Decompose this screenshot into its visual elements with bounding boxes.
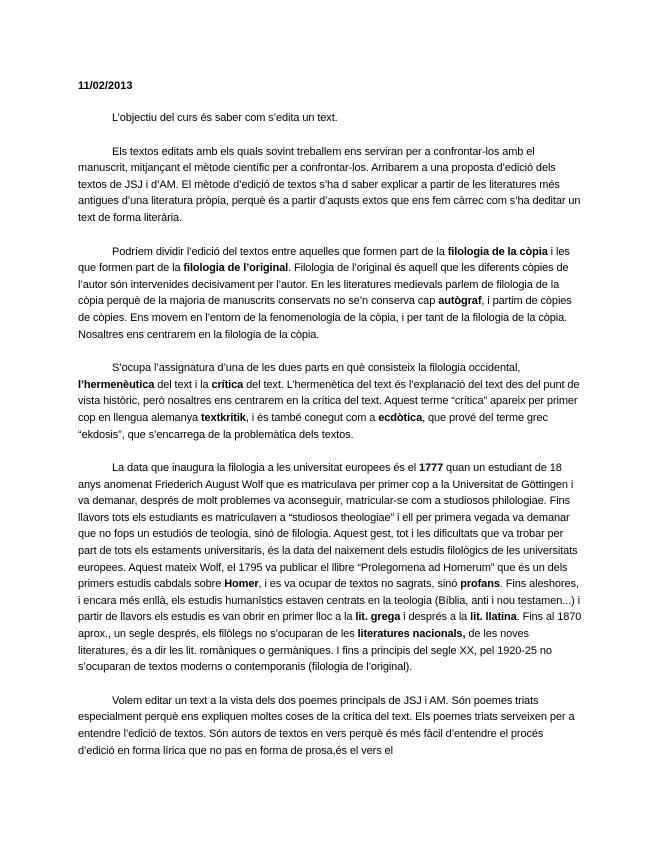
bold-term: filologia de l’original (183, 262, 289, 275)
paragraph-text: i les que formen part de la (78, 245, 570, 275)
paragraph-text: La data que inaugura la filologia a les universitat europees és el (112, 462, 420, 475)
paragraph-text: Els textos editats amb els quals sovint treballem ens serviran per a confrontar-los amb el manuscrit, mitjançant el mètode científic per a confrontar-los. Arribarem a una proposta d’edició dels textos de JSJ i d’AM. El mètode d’edició de textos s’ha d saber explicar a partir de les literatures més antigues d’una literatura pròpia, perquè és a partir d’aqusts extos que ens fem càrrec com s’ha deditar un text de forma literària. (78, 145, 581, 224)
bold-term: l’hermenèutica (78, 378, 155, 391)
paragraph-text: Podríem dividir l’edició del textos entre aquelles que formen part de la (112, 245, 448, 258)
bold-term: ecdòtica (378, 411, 423, 424)
bold-term: literatures nacionals, (357, 628, 466, 641)
paragraph-edited-texts (78, 144, 582, 227)
paragraph-text: , que prové del terme grec “ekdosis”, que s’encarrega de la problemàtica dels textos. (78, 411, 548, 441)
paragraph-hermeneutics (78, 360, 582, 443)
paragraph-text: S’ocupa l’assignatura d’una de les dues parts en què consisteix la filologia occidental, (112, 362, 521, 375)
paragraph-text: de les noves literatures, és a dir les lit. romàniques o germàniques. I fins a principis del segle XX, pel 1920-25 no s’ocuparan de textos moderns o contemporanis (filologia de l’original). (78, 628, 552, 674)
paragraph-text: . Fins aleshores, i encara més enllà, els estudis humanístics estaven centrats en la teologia (Bíblia, anti i nou testamen...) i partir de llavors els estudis es van obrir en primer lloc a la (78, 578, 580, 624)
bold-term: lit. llatina (470, 611, 517, 624)
paragraph-course-objective (78, 110, 582, 127)
bold-term: Homer (224, 578, 259, 591)
bold-term: crítica (211, 378, 244, 391)
bold-term: lit. grega (355, 611, 401, 624)
bold-term: filologia de la còpia (447, 245, 548, 258)
paragraph-text: . Fins al 1870 aprox., un segle després, els filòlegs no s’ocuparan de les (78, 611, 582, 641)
paragraph-text: i després a la (400, 611, 471, 624)
paragraph-text: del text i la (154, 378, 212, 391)
paragraph-text: , i es va ocupar de textos no sagrats, sinó (258, 578, 461, 591)
paragraph-philology-history (78, 460, 582, 676)
bold-term: 1777 (419, 462, 444, 475)
paragraph-text: . Filologia de l’original és aquell que les diferents còpies de l’autor són intervenides decisivament per l’autor. En les literatures medievals parlem de filologia de la còpia perquè de la majoria de manuscrits conservats no se’n conserva cap (78, 262, 569, 308)
bold-term: profans (460, 578, 500, 591)
bold-term: textkritik (200, 411, 246, 424)
document-date: 11/02/2013 (78, 80, 133, 92)
paragraph-text: , i partim de còpies de còpies. Ens movem en l’entorn de la fenomenologia de la còpia, i per tant de la filologia de la còpia. Nosaltres ens centrarem en la filologia de la còpia. (78, 295, 572, 341)
paragraph-text: quan un estudiant de 18 anys anomenat Friederich August Wolf que es matriculava per primer cop a la Universitat de Göttingen i va demanar, després de molt problemes va aconseguir, matricular-se com a studiosos philologiae. Fins llavors tots els estudiants es matriculaven a “studiosos theologiae” i ell per primera vegada va demanar que no fops un estudiós de teologia, sinó de filologia. Aquest gest, tot i les dificultats que va trobar per part de tots els estaments universitaris, és la data del naixement dels estudis filològics de les universitats europees. Aquest mateix Wolf, el 1795 va publicar el llibre “Prolegomena ad Homerum” que és un dels primers estudis cabdals sobre (78, 462, 578, 591)
bold-term: autògraf (438, 295, 482, 308)
paragraph-text: del text. L’hermenètica del text és l’explanació del text des del punt de vista històric, però nosaltres ens centrarem en la crítica del text. Aquest terme “crítica” apareix per primer cop en llengua alemanya (78, 378, 580, 424)
paragraph-poems (78, 693, 582, 759)
paragraph-text: Volem editar un text a la vista dels dos poemes principals de JSJ i AM. Són poemes triats especialment perquè ens expliquen moltes coses de la crítica del text. Els poemes triats serveixen per a entendre l’edició de textos. Són autors de textos en vers perquè és més fàcil d’entendre el procés d’edició en forma lírica que no pas en forma de prosa,és el vers el (78, 694, 575, 757)
paragraph-text: L’objectiu del curs és saber com s’edita un text. (112, 112, 338, 124)
paragraph-text: , i és també conegut com a (245, 411, 379, 424)
paragraph-philology-types (78, 244, 582, 344)
